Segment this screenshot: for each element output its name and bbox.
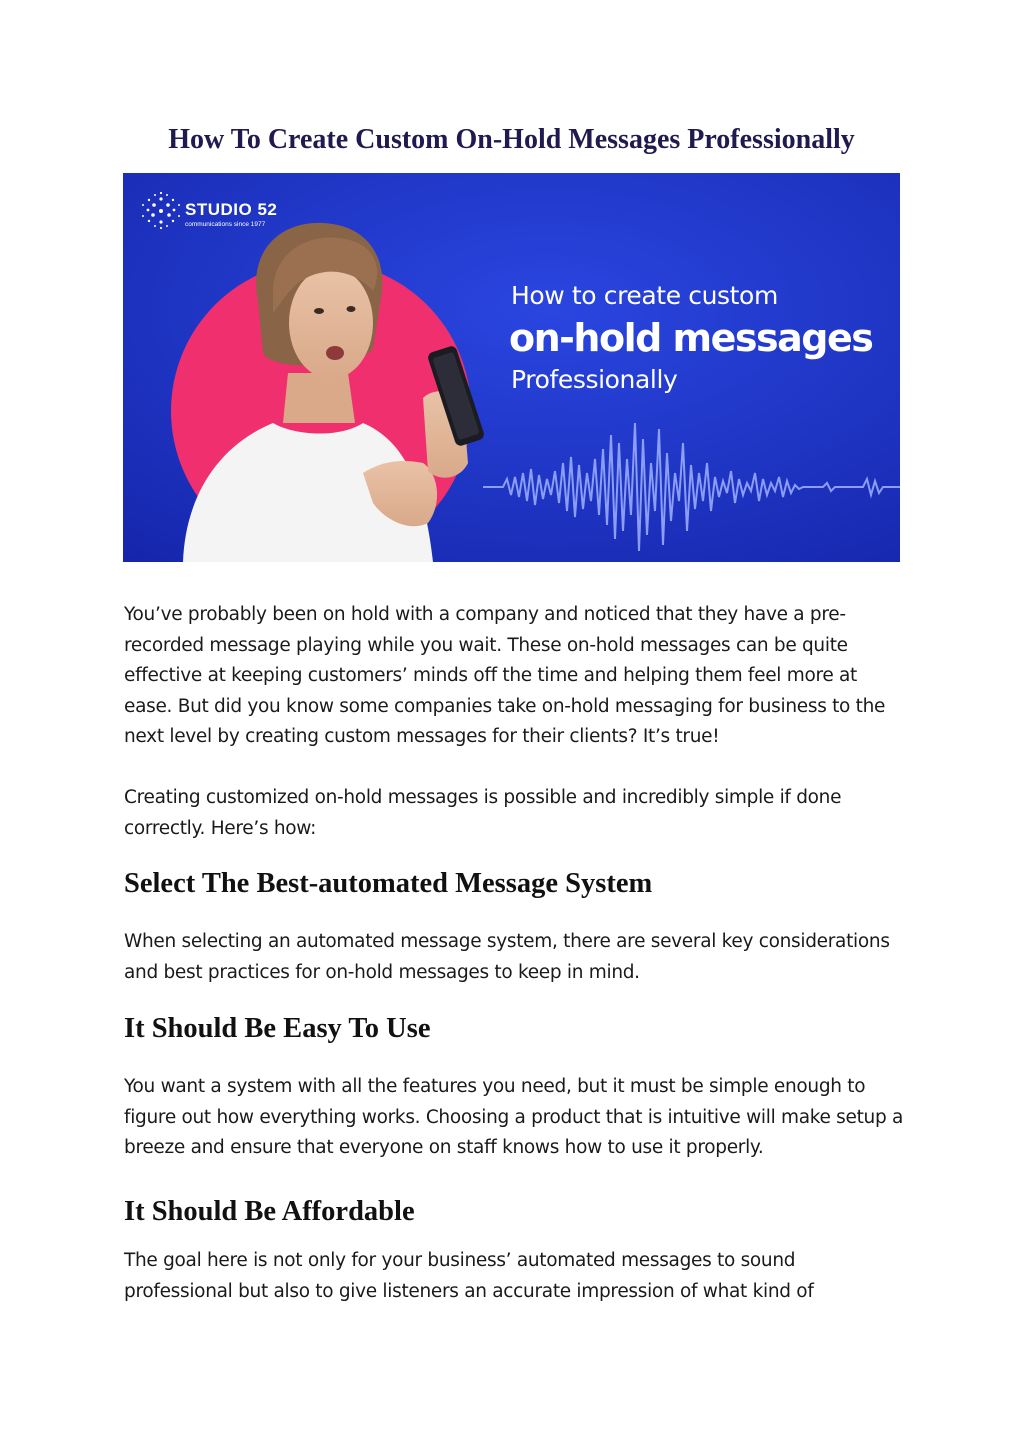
intro-paragraph: You’ve probably been on hold with a company and noticed that they have a pre-recorded message playing while you wait. These on-hold messages can be quite effective at keeping customers’ minds off the time and helping them feel more at ease. But did you know some companies take on-hold messaging for business to the next level by creating custom messages for their clients? It’s true! <box>124 604 886 747</box>
section-text-select-system: When selecting an automated message system, there are several key considerations and best practices for on-hold messages to keep in mind. <box>124 931 890 983</box>
banner-headline-line-2: on-hold messages <box>509 316 873 360</box>
banner-headline-line-3: Professionally <box>511 365 678 394</box>
brand-tagline: communications since 1977 <box>185 221 266 228</box>
section-text-affordable: The goal here is not only for your business’ automated messages to sound professional but also to give listeners an accurate impression of what kind of <box>124 1250 814 1302</box>
hero-banner-image <box>123 173 900 562</box>
document-title: How To Create Custom On-Hold Messages Professionally <box>168 124 855 155</box>
banner-headline-line-1: How to create custom <box>511 281 778 310</box>
section-heading-easy-to-use: It Should Be Easy To Use <box>124 1013 431 1044</box>
section-heading-select-system: Select The Best-automated Message System <box>124 868 653 899</box>
brand-name: STUDIO 52 <box>185 200 278 219</box>
section-heading-affordable: It Should Be Affordable <box>124 1196 415 1227</box>
intro-paragraph-2: Creating customized on-hold messages is possible and incredibly simple if done correctly. Here’s how: <box>124 787 842 839</box>
section-text-easy-to-use: You want a system with all the features you need, but it must be simple enough to figure out how everything works. Choosing a product that is intuitive will make setup a breeze and ensure that everyone on staff knows how to use it properly. <box>124 1076 904 1158</box>
